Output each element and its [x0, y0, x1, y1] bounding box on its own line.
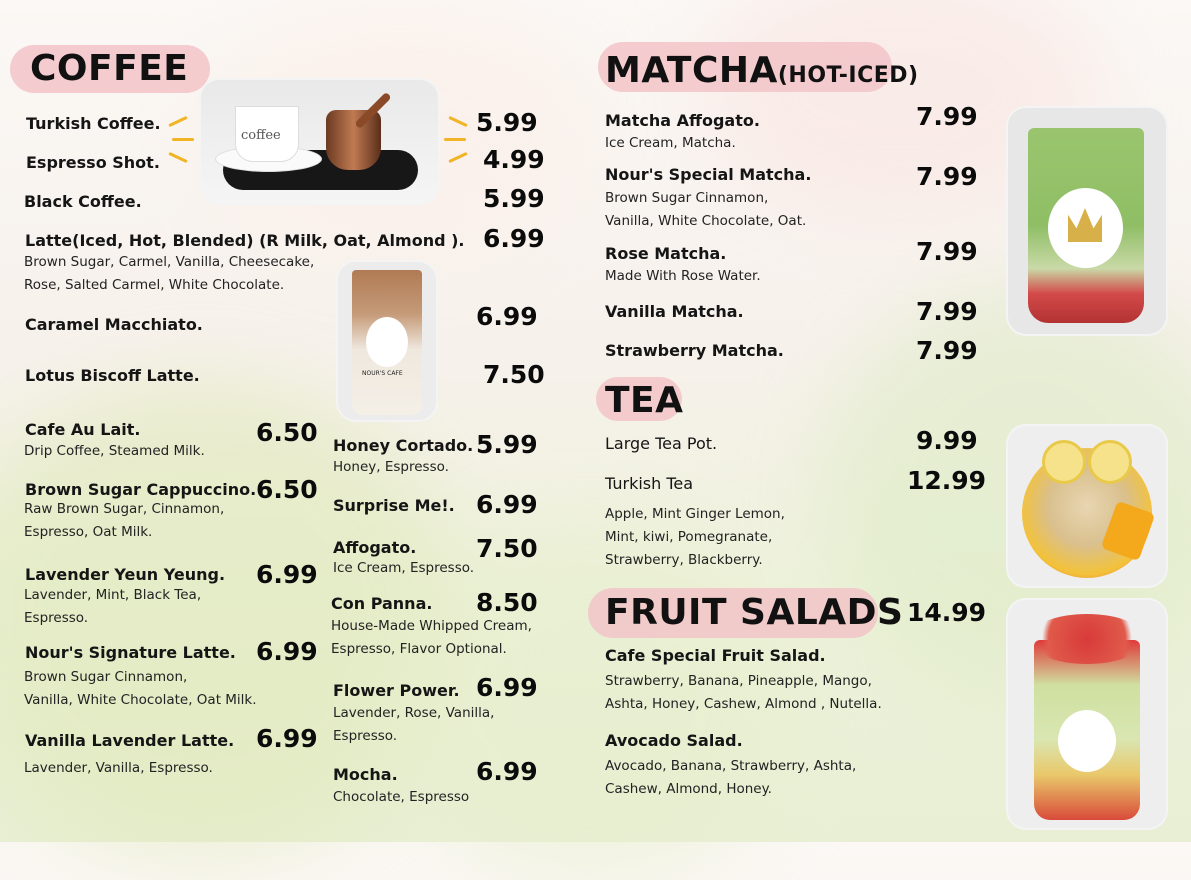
matcha-subtitle: (HOT-ICED)	[777, 63, 919, 88]
menu-item-desc: Strawberry, Banana, Pineapple, Mango,	[605, 673, 872, 689]
menu-item-price: 6.99	[483, 224, 545, 253]
menu-item-price: 6.99	[476, 757, 538, 786]
menu-item-price: 6.50	[256, 475, 318, 504]
menu-item-desc: Strawberry, Blackberry.	[605, 552, 763, 568]
turkish-coffee-photo	[201, 80, 438, 203]
menu-item-desc: Vanilla, White Chocolate, Oat Milk.	[24, 692, 257, 708]
tea-title: TEA	[605, 380, 684, 421]
menu-item-name: Espresso Shot.	[26, 153, 160, 172]
menu-item-desc: Lavender, Vanilla, Espresso.	[24, 760, 213, 776]
menu-item-desc: Drip Coffee, Steamed Milk.	[24, 443, 205, 459]
menu-item-desc: Ice Cream, Espresso.	[333, 560, 475, 576]
menu-item-price: 7.99	[916, 237, 978, 266]
menu-item-desc: Avocado, Banana, Strawberry, Ashta,	[605, 758, 857, 774]
menu-item-desc: Espresso, Flavor Optional.	[331, 641, 507, 657]
menu-item-desc: Brown Sugar, Carmel, Vanilla, Cheesecake,	[24, 254, 315, 270]
logo-text: NOUR'S CAFE	[362, 370, 403, 377]
menu-item-name: Nour's Special Matcha.	[605, 165, 812, 184]
coffee-title: COFFEE	[30, 48, 189, 89]
menu-item-price: 6.99	[256, 560, 318, 589]
menu-item-name: Con Panna.	[331, 594, 433, 613]
menu-item-desc: Ice Cream, Matcha.	[605, 135, 736, 151]
menu-item-name: Flower Power.	[333, 681, 460, 700]
menu-item-price: 6.99	[476, 673, 538, 702]
menu-item-name: Nour's Signature Latte.	[25, 643, 236, 662]
menu-item-name: Honey Cortado.	[333, 436, 474, 455]
menu-item-price: 7.99	[916, 162, 978, 191]
menu-item-price: 6.99	[256, 724, 318, 753]
menu-item-name: Avocado Salad.	[605, 731, 743, 750]
menu-item-name: Caramel Macchiato.	[25, 315, 203, 334]
menu-item-price: 6.99	[476, 302, 538, 331]
matcha-drink-photo	[1008, 108, 1166, 334]
menu-item-desc: Cashew, Almond, Honey.	[605, 781, 772, 797]
iced-latte-photo	[338, 262, 436, 420]
menu-item-price: 4.99	[483, 145, 545, 174]
menu-item-desc: Made With Rose Water.	[605, 268, 761, 284]
menu-item-desc: Chocolate, Espresso	[333, 789, 470, 805]
menu-item-name: Vanilla Matcha.	[605, 302, 744, 321]
menu-item-desc: Mint, kiwi, Pomegranate,	[605, 529, 773, 545]
menu-item-price: 5.99	[476, 430, 538, 459]
menu-item-price: 9.99	[916, 426, 978, 455]
menu-item-price: 6.50	[256, 418, 318, 447]
menu-item-desc: Espresso.	[24, 610, 89, 626]
menu-item-desc: Honey, Espresso.	[333, 459, 449, 475]
menu-item-desc: Espresso.	[333, 728, 398, 744]
menu-item-desc: Rose, Salted Carmel, White Chocolate.	[24, 277, 285, 293]
menu-item-desc: Apple, Mint Ginger Lemon,	[605, 506, 785, 522]
menu-item-price: 6.99	[476, 490, 538, 519]
menu-item-desc: Lavender, Mint, Black Tea,	[24, 587, 202, 603]
menu-item-price: 6.99	[256, 637, 318, 666]
menu-item-desc: Espresso, Oat Milk.	[24, 524, 153, 540]
menu-item-name: Turkish Tea	[605, 474, 694, 493]
menu-item-name: Cafe Special Fruit Salad.	[605, 646, 826, 665]
menu-item-price: 7.50	[476, 534, 538, 563]
menu-item-name: Strawberry Matcha.	[605, 341, 784, 360]
menu-item-price: 7.99	[916, 297, 978, 326]
menu-item-name: Mocha.	[333, 765, 398, 784]
menu-item-price: 8.50	[476, 588, 538, 617]
menu-item-name: Turkish Coffee.	[26, 114, 161, 133]
fruit-title: FRUIT SALADS	[605, 592, 904, 633]
menu-item-desc: Lavender, Rose, Vanilla,	[333, 705, 495, 721]
menu-item-name: Black Coffee.	[24, 192, 142, 211]
menu-item-name: Brown Sugar Cappuccino.	[25, 480, 257, 499]
menu-item-price: 5.99	[483, 184, 545, 213]
menu-item-price: 7.99	[916, 102, 978, 131]
matcha-title-text: MATCHA	[605, 50, 778, 91]
menu-item-name: Large Tea Pot.	[605, 434, 718, 453]
menu-item-price: 7.50	[483, 360, 545, 389]
menu-item-name: Rose Matcha.	[605, 244, 727, 263]
fruit-salad-price: 14.99	[907, 598, 987, 627]
menu-item-desc: Vanilla, White Chocolate, Oat.	[605, 213, 807, 229]
menu-item-desc: House-Made Whipped Cream,	[331, 618, 532, 634]
menu-item-desc: Brown Sugar Cinnamon,	[24, 669, 188, 685]
menu-item-price: 12.99	[907, 466, 987, 495]
menu-item-name: Latte(Iced, Hot, Blended) (R Milk, Oat, Almond ).	[25, 231, 465, 250]
menu-item-desc: Ashta, Honey, Cashew, Almond , Nutella.	[605, 696, 882, 712]
fruit-cup-photo	[1008, 600, 1166, 828]
cup-label: coffee	[241, 128, 281, 143]
matcha-title	[605, 50, 919, 91]
menu-item-name: Lotus Biscoff Latte.	[25, 366, 200, 385]
menu-item-price: 7.99	[916, 336, 978, 365]
menu-item-name: Lavender Yeun Yeung.	[25, 565, 226, 584]
fruit-bowl-photo	[1008, 426, 1166, 586]
menu-item-name: Matcha Affogato.	[605, 111, 760, 130]
menu-item-name: Vanilla Lavender Latte.	[25, 731, 235, 750]
menu-item-desc: Brown Sugar Cinnamon,	[605, 190, 769, 206]
menu-item-desc: Raw Brown Sugar, Cinnamon,	[24, 501, 225, 517]
menu-item-name: Surprise Me!.	[333, 496, 455, 515]
menu-item-name: Cafe Au Lait.	[25, 420, 141, 439]
menu-item-name: Affogato.	[333, 538, 417, 557]
menu-item-price: 5.99	[476, 108, 538, 137]
